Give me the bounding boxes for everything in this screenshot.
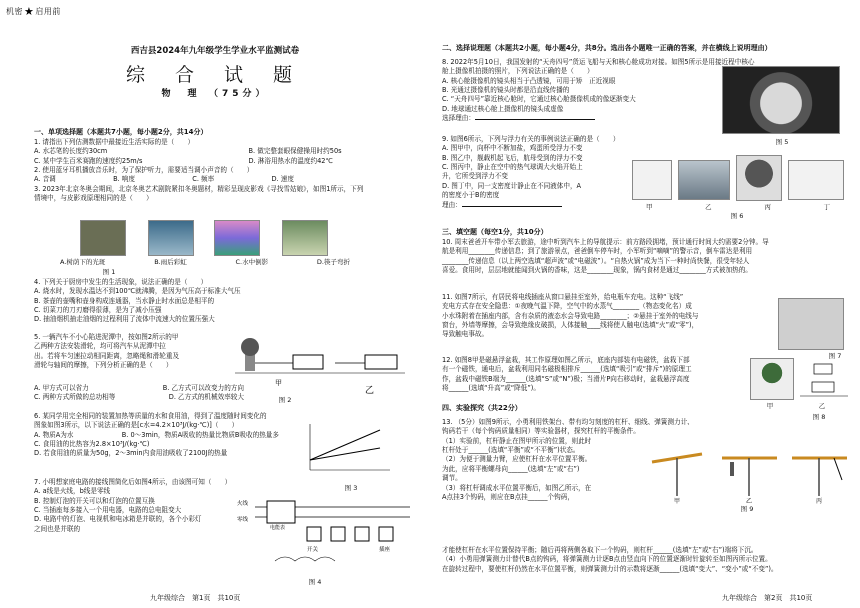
section-3 xyxy=(442,228,852,275)
fig5-caption: 图 5 xyxy=(775,138,789,146)
fig1-rainbow-image xyxy=(148,220,194,256)
question-5: 5. 一辆汽车不小心陷进泥潭中，按如图2所示的甲 乙两种方法安装滑轮，均可将汽车从泥潭中拉 出。若将车匀速拉动相同距离，忽略绳和滑轮重及 滑轮与轴间的摩擦，下列分析正确的是（ ） xyxy=(34,333,180,370)
question-12: 12. 如图8甲是磁悬浮盆栽，其工作原理如图乙所示，底座内部装有电磁铁，盆栽下部 有一个磁铁，通电后，盆栽利用同名磁极相排斥______(选填“吸引”或“排斥”)的原理工 作，盆栽中磁铁B端为______(选填“S”或“N”)极；当滑片P向右移动时，盆栽悬浮高度 将______(选填“升高”或“降低”)。 xyxy=(442,356,692,393)
fig9-label-yi: 乙 xyxy=(746,498,753,505)
fig1-reflection-image xyxy=(214,220,260,256)
fig4-socket xyxy=(379,527,393,541)
fig6-carrier xyxy=(678,160,730,200)
star-icon: ★ xyxy=(24,5,35,18)
fig8-label-jia: 甲 xyxy=(766,402,774,410)
fig4-fridge xyxy=(355,527,369,541)
fig3-line-a xyxy=(310,430,380,460)
section-2 xyxy=(442,44,852,54)
confidential-mark: 机密★启用前 xyxy=(6,5,61,18)
question-8: 8. 2022年5月10日，我国发射的“天舟四号”货运飞船与天和核心舱成功对接。如图5所示是用接近程中核心 舱上摄像机拍摄的照片，下列说法正确的是（ ） A. 核心舱摄像机的镜头相当于凸透镜，可用于矫 正近视眼 B. 光通过摄像机的镜头时都是沿直线传播的 C. “天舟四号”靠近核心舱时，它通过核心舱摄像机成的像逐渐变大 D. 地球通过核心舱上摄像机的镜头成虚像 选择理由： xyxy=(442,58,755,123)
section-heading: 二、选择说理题（本题共2小题，每小题4分，共8分。选出各小题唯一正确的答案，并在横线上说明理由） xyxy=(442,44,772,52)
fig6-caption: 图 6 xyxy=(730,212,744,220)
fig8-label-yi: 乙 xyxy=(818,402,826,410)
fig6-hydrometer xyxy=(788,160,844,200)
fig6-labels: 甲 乙 丙 丁 xyxy=(646,203,830,211)
question-5-options: A. 甲方式可以省力 B. 乙方式可以改变力的方向 C. 两种方式所做的总功相等 D. 乙方式的机械效率较大 xyxy=(34,384,244,402)
question-13-continued: 才能使杠杆在水平位置保持平衡；随后再将两侧各取下一个钩码，则杠杆______(选填“左”或“右”)端将下沉。 （4）小勇用弹簧测力计替代B点的钩码，将弹簧测力计逐B点由竖直向下的位置逐渐时针旋转至如图丙所示位置。 在旋转过程中，要使杠杆仍然在水平位置平衡，则弹簧测力计的示数将逐渐______(选填“变大”、“变小”或“不变”)。 xyxy=(442,546,778,573)
fig2-label-yi: 乙 xyxy=(365,386,375,396)
question-3: 3. 2023年北京冬奥会期间，北京冬奥艺术剧院紧扣冬奥题材，精彩呈现皮影戏《寻找雪姑娘》，如图1所示，下列 情境中，与皮影戏原理相同的是（ ） xyxy=(34,184,364,203)
question-4: 4. 下列关于厨房中发生的生活现象，说法正确的是（ ） A. 烧水时，发现水温达不到100℃就沸腾，是因为气压高于标准大气压 B. 茶壶的壶嘴和壶身构成连通器，当水静止时水面总是相平的 C. 切菜刀的刀刃磨得很薄，是为了减小压强 D. 抽油烟机抽走油烟的过程利用了流体中流速大的位置压强大 xyxy=(34,278,241,324)
fig4-label-neutral: 零线 xyxy=(237,517,249,523)
fig1-chopsticks-image xyxy=(282,220,328,256)
fig9-label-jia: 甲 xyxy=(674,498,681,505)
section-heading: 三、填空题（每空1分，共10分） xyxy=(442,228,548,236)
fig2-car-a xyxy=(293,355,323,369)
fig5-camera-photo xyxy=(722,66,840,134)
fig2-pulley-diagram xyxy=(235,335,415,395)
fig9-spring-scale xyxy=(834,458,842,480)
q8-reason-blank[interactable] xyxy=(475,119,595,120)
fig7-window-photo xyxy=(778,298,844,350)
fig3-line-b xyxy=(310,448,380,460)
question-13: 13. （5分）如图9所示，小勇利用铁架台、带有均匀刻度的杠杆、细线、弹簧测力计、 钩码若干（每个钩码质量相同）等实验器材，探究杠杆的平衡条件。 （1）实验前，杠杆静止在图甲所示的位置，则此时 杠杆处于______(选填“平衡”或“不平衡”)状态。 （2）为便于测量力臂，应使杠杆在水平位置平衡。 为此，应将平衡螺母向______(选填“左”或“右”) 调节。 （3）将杠杆调成水平位置平衡后，如图乙所示，在 A点挂3个钩码，则应在B点挂______个钩码， xyxy=(442,418,694,501)
fig9-caption: 图 9 xyxy=(740,505,754,513)
fig2-car-b xyxy=(365,355,397,369)
question-10: 10. 周末爸爸开车带小军去旅游，途中听到汽车上的导航提示：前方路段拥堵，预计通行时间大约需要2分钟。导 航是利用________传递信息；到了旅游景点，爸爸倒车停车时，小军听到“嘀嘀”的警示音，倒车雷达是利用 ________传递信息（以上两空选填“超声波”或“电磁波”）。“自热火锅”成为当下一种时尚快餐，很受年轻人 喜爱。食用时，层层地就能闻到火锅的香味，这是________现象，锅内食材是通过________方式被加热的。 xyxy=(442,237,769,275)
fig8-electromagnet xyxy=(812,382,834,392)
footer-left: 九年级综合 第1页 共10页 xyxy=(150,594,241,602)
question-9: 9. 如图6所示，下列与浮力有关的事例说法正确的是（ ） A. 图甲中，向杯中不断加盐，鸡蛋所受浮力不变 B. 图乙中，舰载机起飞后，航母受到的浮力不变 C. 图丙中，静止在空中的热气球调大火焰开始上 升，它所受到浮力不变 D. 图丁中，同一支密度计静止在不同液体中，A 的密度小于B的密度 理由： xyxy=(442,135,620,209)
question-2: 2. 使用蓝牙耳机播放音乐时，为了保护听力，需要适当调小声音的（ ） A. 音调 B. 响度 C. 频率 D. 速度 xyxy=(34,166,294,184)
fig1-tree-shadow-image xyxy=(80,220,126,256)
section-4 xyxy=(442,404,742,414)
fig2-caption: 图 2 xyxy=(278,396,292,404)
right-page xyxy=(432,0,860,608)
fig2-tree-top xyxy=(241,338,259,356)
fig8-pot-magnet xyxy=(814,364,832,374)
fig9-label-bing: 丙 xyxy=(816,498,823,505)
fig4-meter xyxy=(267,501,295,523)
question-7: 7. 小明想家庭电路的接线图简化后如图4所示，由该图可知（ ） A. a线是火线，b线是零线 B. 控制灯泡的开关可以和灯泡的位置互换 C. 当插座每多接入一个用电器，电路的总电阻变大 D. 电路中的灯泡、电视机和电冰箱是并联的，各个小彩灯 之间也是并联的 xyxy=(34,478,232,533)
fig4-label-socket: 插座 xyxy=(379,547,391,553)
fig4-circuit-diagram xyxy=(235,495,415,575)
fig8-circuit xyxy=(796,362,852,404)
exam-title: 西吉县2024年九年级学生学业水平监测试卷 xyxy=(130,46,300,56)
question-11: 11. 如图7所示，有居民将电线插座从窗口悬挂至室外，给电瓶车充电。这种“飞线” 充电方式存在安全隐患：①夜晚气温下降，空气中的水蒸气________（物态变化名）成 小水珠附着在插座内部，含有杂质的液态水会导致电路________；②悬挂于室外的电线与 窗台，外墙等摩擦，会导致绝缘皮破损，人体接触____线将使人触电(选填“火”或“零”)， 导致触电事故。 xyxy=(442,293,699,339)
fig9-lever-diagram xyxy=(642,440,852,504)
fig1-caption: 图 1 xyxy=(102,268,116,276)
fig6-egg-beaker xyxy=(632,160,672,200)
subject-score: 物 理 （75分） xyxy=(161,89,269,99)
fig9-weights-a xyxy=(730,462,734,476)
question-6: 6. 某同学用完全相同的装置加热等质量的水和食用油，得到了温度随时间变化的 图象如图3所示，以下说法正确的是[c水=4.2×10³J/(kg·℃)]（ ） A. 物质A为水 B. 0～3min，物质A吸收的热量比物质B吸收的热量多 C. 食用油的比热容为2.8×10³J/(kg·℃) D. 若食用油的质量为50g，2～3min内食用油吸收了2100J的热量 xyxy=(34,412,279,458)
question-1: 1. 请指出下列估测数据中最接近生活实际的是（ ） A. 水芯笔的长度约30cm B. 做完整套眼保健操用时约50s C. 某中学生百米赛跑的速度约25m/s D. 淋浴用热水的温度约42℃ xyxy=(34,137,342,165)
fig4-string-lights xyxy=(275,557,335,561)
q9-reason-blank[interactable] xyxy=(462,206,562,207)
fig3-caption: 图 3 xyxy=(344,484,358,492)
fig6-balloon xyxy=(736,155,782,201)
fig8-caption: 图 8 xyxy=(812,413,826,421)
fig7-caption: 图 7 xyxy=(828,352,842,360)
fig8-levitating-plant xyxy=(750,358,794,400)
fig1-options: A.树荫下的光斑 B.雨后彩虹 C.水中倒影 D.筷子弯折 xyxy=(60,258,350,266)
fig4-switch xyxy=(307,527,321,541)
section-1 xyxy=(34,128,424,203)
fig4-label-switch: 开关 xyxy=(307,547,319,553)
section-heading: 四、实验探究（共22分） xyxy=(442,404,522,412)
fig3-temperature-graph xyxy=(300,420,395,475)
subject-title: 综 合 试 题 xyxy=(125,64,305,86)
fig4-tv xyxy=(331,527,345,541)
fig4-caption: 图 4 xyxy=(308,578,322,586)
fig4-label-live: 火线 xyxy=(237,501,249,507)
fig4-label-meter: 电能表 xyxy=(270,525,286,531)
fig2-label-jia: 甲 xyxy=(275,379,282,387)
footer-right: 九年级综合 第2页 共10页 xyxy=(722,594,813,602)
section-heading: 一、单项选择题（本题共7小题，每小题2分，共14分） xyxy=(34,128,208,136)
